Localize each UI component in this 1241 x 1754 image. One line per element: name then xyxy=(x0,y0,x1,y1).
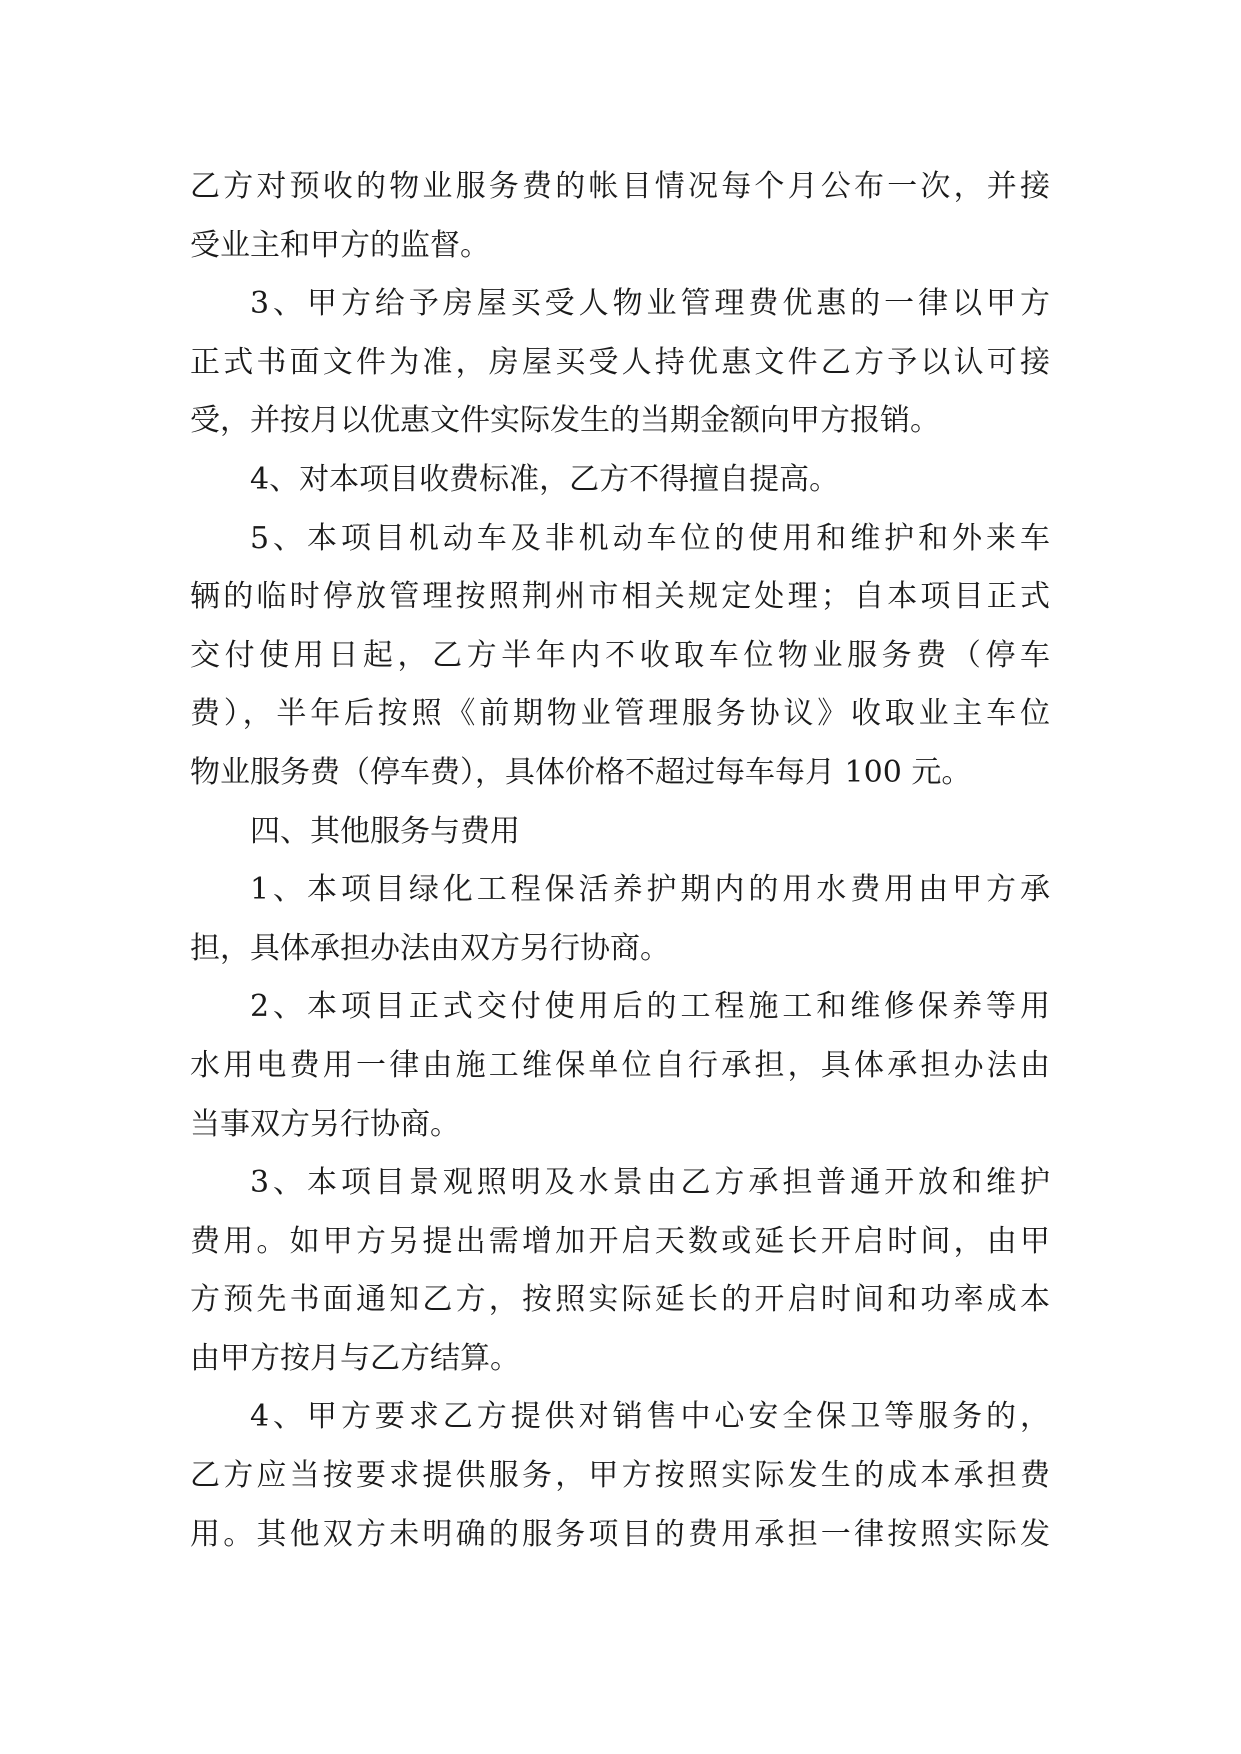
document-body xyxy=(190,158,1050,1564)
text-line: 4、甲方要求乙方提供对销售中心安全保卫等服务的， xyxy=(250,1399,1050,1435)
text-line: 物业服务费（停车费），具体价格不超过每车每月 100 元。 xyxy=(190,754,972,790)
text-line: 费），半年后按照《前期物业管理服务协议》收取业主车位 xyxy=(190,696,1050,732)
text-line: 受，并按月以优惠文件实际发生的当期金额向甲方报销。 xyxy=(190,403,940,439)
text-line: 用。其他双方未明确的服务项目的费用承担一律按照实际发 xyxy=(190,1516,1050,1552)
text-line: 由甲方按月与乙方结算。 xyxy=(190,1340,520,1376)
text-line: 受业主和甲方的监督。 xyxy=(190,227,490,263)
text-line: 3、本项目景观照明及水景由乙方承担普通开放和维护 xyxy=(250,1165,1050,1201)
text-line: 3、甲方给予房屋买受人物业管理费优惠的一律以甲方 xyxy=(250,286,1050,322)
text-line: 当事双方另行协商。 xyxy=(190,1106,460,1142)
text-line: 1、本项目绿化工程保活养护期内的用水费用由甲方承 xyxy=(250,872,1050,908)
text-line: 费用。如甲方另提出需增加开启天数或延长开启时间，由甲 xyxy=(190,1223,1050,1259)
text-line: 四、其他服务与费用 xyxy=(250,813,520,849)
text-line: 4、对本项目收费标准，乙方不得擅自提高。 xyxy=(250,461,840,497)
text-line: 正式书面文件为准，房屋买受人持优惠文件乙方予以认可接 xyxy=(190,344,1050,380)
text-line: 水用电费用一律由施工维保单位自行承担，具体承担办法由 xyxy=(190,1047,1050,1083)
text-line: 乙方应当按要求提供服务，甲方按照实际发生的成本承担费 xyxy=(190,1458,1050,1494)
text-line: 辆的临时停放管理按照荆州市相关规定处理；自本项目正式 xyxy=(190,579,1050,615)
text-line: 乙方对预收的物业服务费的帐目情况每个月公布一次，并接 xyxy=(190,169,1050,204)
text-line: 2、本项目正式交付使用后的工程施工和维修保养等用 xyxy=(250,989,1050,1025)
text-line: 担，具体承担办法由双方另行协商。 xyxy=(190,930,670,966)
text-line: 交付使用日起，乙方半年内不收取车位物业服务费（停车 xyxy=(190,637,1050,673)
text-line: 5、本项目机动车及非机动车位的使用和维护和外来车 xyxy=(250,520,1050,556)
text-line: 方预先书面通知乙方，按照实际延长的开启时间和功率成本 xyxy=(190,1282,1050,1318)
